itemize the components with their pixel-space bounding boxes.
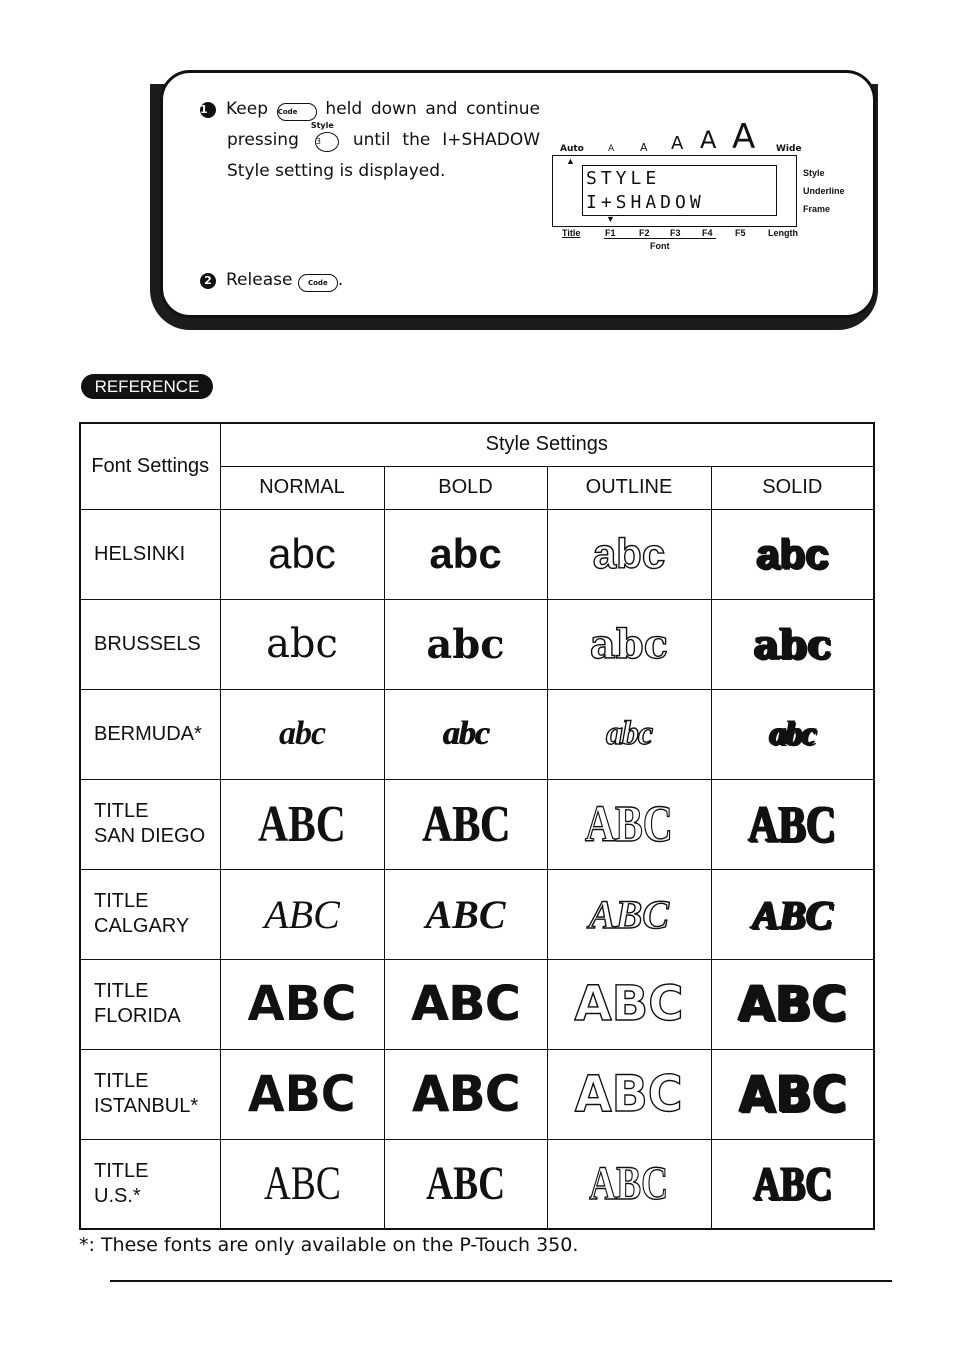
- table-row: [80, 869, 874, 959]
- sample-cell: [711, 509, 874, 599]
- step-1-line-2: [200, 121, 541, 156]
- sample-bold: abc: [442, 715, 489, 752]
- style-outline-header: OUTLINE: [547, 466, 711, 509]
- sample-cell: [547, 1049, 711, 1139]
- style-settings-header: Style Settings: [220, 423, 874, 466]
- font-name-line-2: SAN DIEGO: [94, 825, 206, 847]
- sample-normal: abc: [278, 715, 326, 752]
- sample-outline: abc: [605, 715, 653, 752]
- font-name-cell: [80, 689, 220, 779]
- step-2-number: 2: [200, 273, 216, 289]
- sample-cell: [711, 959, 874, 1049]
- sample-normal: ABC: [258, 795, 346, 853]
- font-name-cell: [80, 1139, 220, 1229]
- step-1: [200, 94, 540, 187]
- sample-solid: abc: [753, 620, 832, 668]
- sample-cell: [220, 779, 384, 869]
- sample-solid: ABC: [738, 1065, 847, 1123]
- sample-cell: [711, 869, 874, 959]
- size-glyph-5: A: [732, 117, 756, 157]
- sample-cell: [547, 689, 711, 779]
- font-name-line-1: TITLE: [94, 800, 149, 822]
- step-2-release-text: Release: [226, 270, 293, 290]
- lcd-line-1: STYLE: [586, 168, 661, 189]
- table-row: [80, 1049, 874, 1139]
- size-glyph-1: A: [608, 144, 615, 154]
- sample-bold: ABC: [411, 1065, 520, 1123]
- code-key-icon: Code: [298, 274, 338, 292]
- step-2: [200, 265, 343, 296]
- sample-cell: [384, 959, 547, 1049]
- sample-cell: [220, 1139, 384, 1229]
- sample-outline: ABC: [588, 891, 670, 937]
- sample-normal: ABC: [264, 891, 340, 937]
- footer-rule: [110, 1280, 892, 1282]
- sample-cell: [711, 1139, 874, 1229]
- sample-bold: ABC: [425, 891, 506, 937]
- sample-cell: [384, 689, 547, 779]
- sample-bold: ABC: [421, 795, 510, 853]
- step-1-until-text: until the I+SHADOW: [352, 130, 541, 150]
- sample-outline: ABC: [574, 976, 684, 1032]
- font-name-cell: [80, 599, 220, 689]
- table-row: [80, 509, 874, 599]
- step-2-period: .: [337, 270, 344, 290]
- sample-cell: [547, 959, 711, 1049]
- sample-normal: ABC: [247, 976, 357, 1032]
- sample-bold: abc: [429, 530, 502, 577]
- step-1-held-text: held down and continue: [325, 99, 541, 119]
- footnote: *: These fonts are only available on the P-Touch 350.: [79, 1234, 579, 1256]
- font-name-line-1: TITLE: [94, 1159, 149, 1182]
- lcd-label-underline: Underline: [803, 186, 845, 196]
- font-name-cell: [80, 869, 220, 959]
- sample-cell: [711, 779, 874, 869]
- sample-solid: ABC: [752, 1157, 832, 1211]
- style-solid-header: SOLID: [711, 466, 874, 509]
- sample-normal: abc: [266, 621, 338, 667]
- indicator-up-icon: ▲: [566, 156, 575, 166]
- lcd-label-f3: F3: [670, 228, 681, 238]
- sample-outline: ABC: [589, 1157, 669, 1211]
- step-1-number: 1: [200, 102, 216, 118]
- font-name: BERMUDA*: [94, 722, 202, 745]
- sample-cell: [220, 959, 384, 1049]
- sample-cell: [547, 779, 711, 869]
- sample-solid: ABC: [737, 976, 847, 1032]
- style-normal-header: NORMAL: [220, 466, 384, 509]
- sample-outline: ABC: [575, 1065, 683, 1123]
- sample-cell: [384, 1049, 547, 1139]
- sample-cell: [384, 869, 547, 959]
- sample-bold: abc: [426, 620, 505, 668]
- font-name-line-2: ISTANBUL*: [94, 1095, 199, 1117]
- sample-normal: abc: [268, 530, 336, 577]
- size-glyph-3: A: [671, 133, 684, 154]
- size-wide-label: Wide: [776, 144, 802, 154]
- step-1-pressing-text: pressing: [227, 130, 299, 150]
- font-settings-header: Font Settings: [80, 423, 220, 509]
- sample-cell: [711, 599, 874, 689]
- lcd-label-title: Title: [562, 228, 581, 238]
- font-name-line-1: TITLE: [94, 1070, 149, 1092]
- lcd-bottom-labels: [560, 228, 805, 242]
- sample-cell: [547, 1139, 711, 1229]
- sample-cell: [220, 1049, 384, 1139]
- lcd-label-f2: F2: [639, 228, 650, 238]
- lcd-label-style: Style: [803, 168, 825, 178]
- sample-cell: [384, 599, 547, 689]
- style-key-icon: Style 3: [311, 127, 341, 153]
- sample-cell: [220, 599, 384, 689]
- sample-bold: ABC: [411, 976, 520, 1032]
- lcd-label-font: Font: [650, 241, 670, 251]
- font-bracket-line: [604, 238, 716, 239]
- lcd-label-f5: F5: [735, 228, 746, 238]
- sample-cell: [220, 689, 384, 779]
- step-1-line-1: [200, 94, 540, 125]
- step-1-line-3: Style setting is displayed.: [227, 161, 446, 181]
- lcd-line-2: I+SHADOW: [586, 192, 705, 213]
- table-row: [80, 779, 874, 869]
- lcd-screen: [582, 165, 777, 216]
- sample-solid: abc: [756, 530, 829, 577]
- style-bold-header: BOLD: [384, 466, 547, 509]
- table-row: [80, 599, 874, 689]
- sample-cell: [547, 599, 711, 689]
- sample-cell: [384, 779, 547, 869]
- size-glyph-2: A: [640, 141, 648, 154]
- sample-normal: ABC: [248, 1065, 356, 1123]
- sample-cell: [547, 869, 711, 959]
- size-glyph-4: A: [700, 126, 717, 154]
- table-row: [80, 959, 874, 1049]
- sample-cell: [711, 689, 874, 779]
- sample-outline: abc: [589, 620, 669, 668]
- font-name-line-2: CALGARY: [94, 915, 190, 937]
- font-name-line-1: TITLE: [94, 980, 149, 1002]
- table-row: [80, 689, 874, 779]
- sample-normal: ABC: [263, 1157, 341, 1211]
- font-name: HELSINKI: [94, 542, 186, 565]
- font-name-cell: [80, 779, 220, 869]
- sample-cell: [547, 509, 711, 599]
- sample-outline: ABC: [585, 795, 673, 853]
- indicator-down-icon: ▼: [606, 214, 615, 224]
- table-row: [80, 1139, 874, 1229]
- font-name-cell: [80, 509, 220, 599]
- font-name-cell: [80, 959, 220, 1049]
- sample-bold: ABC: [425, 1157, 506, 1211]
- code-key-icon: Code: [277, 103, 317, 121]
- lcd-label-frame: Frame: [803, 204, 831, 214]
- reference-badge: REFERENCE: [81, 374, 213, 399]
- lcd-label-f1: F1: [605, 228, 616, 238]
- step-1-keep-text: Keep: [226, 99, 269, 119]
- table-header-row: [80, 423, 874, 466]
- lcd-label-length: Length: [768, 228, 798, 238]
- font-name: BRUSSELS: [94, 632, 201, 655]
- size-indicator-row: [560, 117, 804, 157]
- sample-solid: ABC: [748, 795, 837, 853]
- sample-cell: [711, 1049, 874, 1139]
- sample-cell: [220, 509, 384, 599]
- sample-cell: [384, 1139, 547, 1229]
- font-style-reference-table: [79, 422, 875, 1230]
- lcd-label-f4: F4: [702, 228, 713, 238]
- sample-solid: ABC: [752, 891, 833, 937]
- font-name-line-1: TITLE: [94, 890, 149, 912]
- font-name-line-2: FLORIDA: [94, 1005, 181, 1027]
- sample-cell: [384, 509, 547, 599]
- sample-solid: abc: [769, 715, 816, 752]
- font-name-line-2: U.S.*: [94, 1184, 141, 1207]
- font-name-cell: [80, 1049, 220, 1139]
- size-auto-label: Auto: [560, 144, 584, 154]
- sample-cell: [220, 869, 384, 959]
- sample-outline: abc: [592, 530, 666, 577]
